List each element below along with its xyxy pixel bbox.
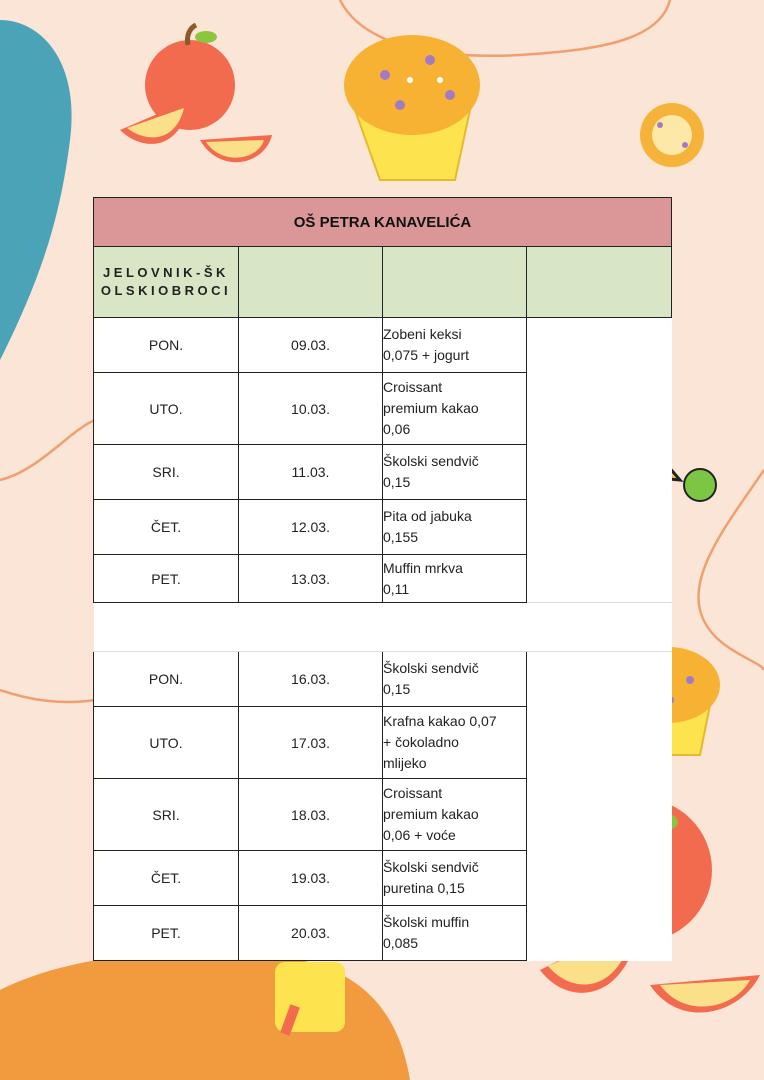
table-row bbox=[94, 707, 672, 779]
date-cell: 12.03. bbox=[239, 500, 383, 555]
day-cell: ČET. bbox=[94, 500, 239, 555]
meal-cell: Croissant premium kakao 0,06 + voće bbox=[383, 779, 527, 851]
meal-cell: Krafna kakao 0,07 + čokoladno mlijeko bbox=[383, 707, 527, 779]
menu-label-cell bbox=[94, 247, 239, 318]
day-cell: PON. bbox=[94, 318, 239, 373]
date-cell: 17.03. bbox=[239, 707, 383, 779]
day-cell: ČET. bbox=[94, 851, 239, 906]
table-row bbox=[94, 445, 672, 500]
date-cell: 09.03. bbox=[239, 318, 383, 373]
meal-cell: Školski muffin 0,085 bbox=[383, 906, 527, 961]
muffin-icon bbox=[344, 35, 480, 180]
date-cell: 18.03. bbox=[239, 779, 383, 851]
date-cell: 11.03. bbox=[239, 445, 383, 500]
day-cell: SRI. bbox=[94, 779, 239, 851]
table-row bbox=[94, 906, 672, 961]
date-cell: 16.03. bbox=[239, 652, 383, 707]
meal-cell: Školski sendvič 0,15 bbox=[383, 652, 527, 707]
school-title: OŠ PETRA KANAVELIĆA bbox=[94, 198, 672, 247]
blue-blob bbox=[0, 20, 72, 360]
header-empty-cell bbox=[239, 247, 383, 318]
date-cell: 13.03. bbox=[239, 555, 383, 603]
day-cell: PON. bbox=[94, 652, 239, 707]
table-row bbox=[94, 318, 672, 373]
meal-cell: Zobeni keksi 0,075 + jogurt bbox=[383, 318, 527, 373]
day-cell: PET. bbox=[94, 906, 239, 961]
table-row bbox=[94, 555, 672, 603]
header-empty-cell bbox=[527, 247, 672, 318]
spacer-row bbox=[94, 603, 672, 652]
empty-cell bbox=[527, 555, 672, 603]
table-row bbox=[94, 500, 672, 555]
meal-cell: Školski sendvič 0,15 bbox=[383, 445, 527, 500]
date-cell: 10.03. bbox=[239, 373, 383, 445]
empty-cell bbox=[527, 851, 672, 906]
empty-cell bbox=[527, 779, 672, 851]
empty-cell bbox=[527, 500, 672, 555]
empty-cell bbox=[527, 445, 672, 500]
day-cell: PET. bbox=[94, 555, 239, 603]
day-cell: SRI. bbox=[94, 445, 239, 500]
meal-cell: Croissant premium kakao 0,06 bbox=[383, 373, 527, 445]
date-cell: 19.03. bbox=[239, 851, 383, 906]
header-row bbox=[94, 247, 672, 318]
empty-cell bbox=[527, 707, 672, 779]
apple-icon bbox=[120, 25, 272, 162]
empty-cell bbox=[527, 318, 672, 373]
meal-cell: Školski sendvič puretina 0,15 bbox=[383, 851, 527, 906]
popsicle-icon bbox=[275, 962, 345, 1036]
table-row bbox=[94, 373, 672, 445]
menu-table bbox=[93, 197, 672, 961]
empty-cell bbox=[527, 652, 672, 707]
meal-cell: Pita od jabuka 0,155 bbox=[383, 500, 527, 555]
empty-cell bbox=[527, 373, 672, 445]
orange-blob bbox=[0, 952, 410, 1080]
day-cell: UTO. bbox=[94, 373, 239, 445]
day-cell: UTO. bbox=[94, 707, 239, 779]
table-row bbox=[94, 851, 672, 906]
meal-cell: Muffin mrkva 0,11 bbox=[383, 555, 527, 603]
waffle-icon bbox=[640, 103, 704, 167]
empty-cell bbox=[527, 906, 672, 961]
table-row bbox=[94, 779, 672, 851]
menu-label: JELOVNIK-ŠKOLSKIOBROCI bbox=[100, 265, 232, 298]
date-cell: 20.03. bbox=[239, 906, 383, 961]
title-row bbox=[94, 198, 672, 247]
header-empty-cell bbox=[383, 247, 527, 318]
table-row bbox=[94, 652, 672, 707]
